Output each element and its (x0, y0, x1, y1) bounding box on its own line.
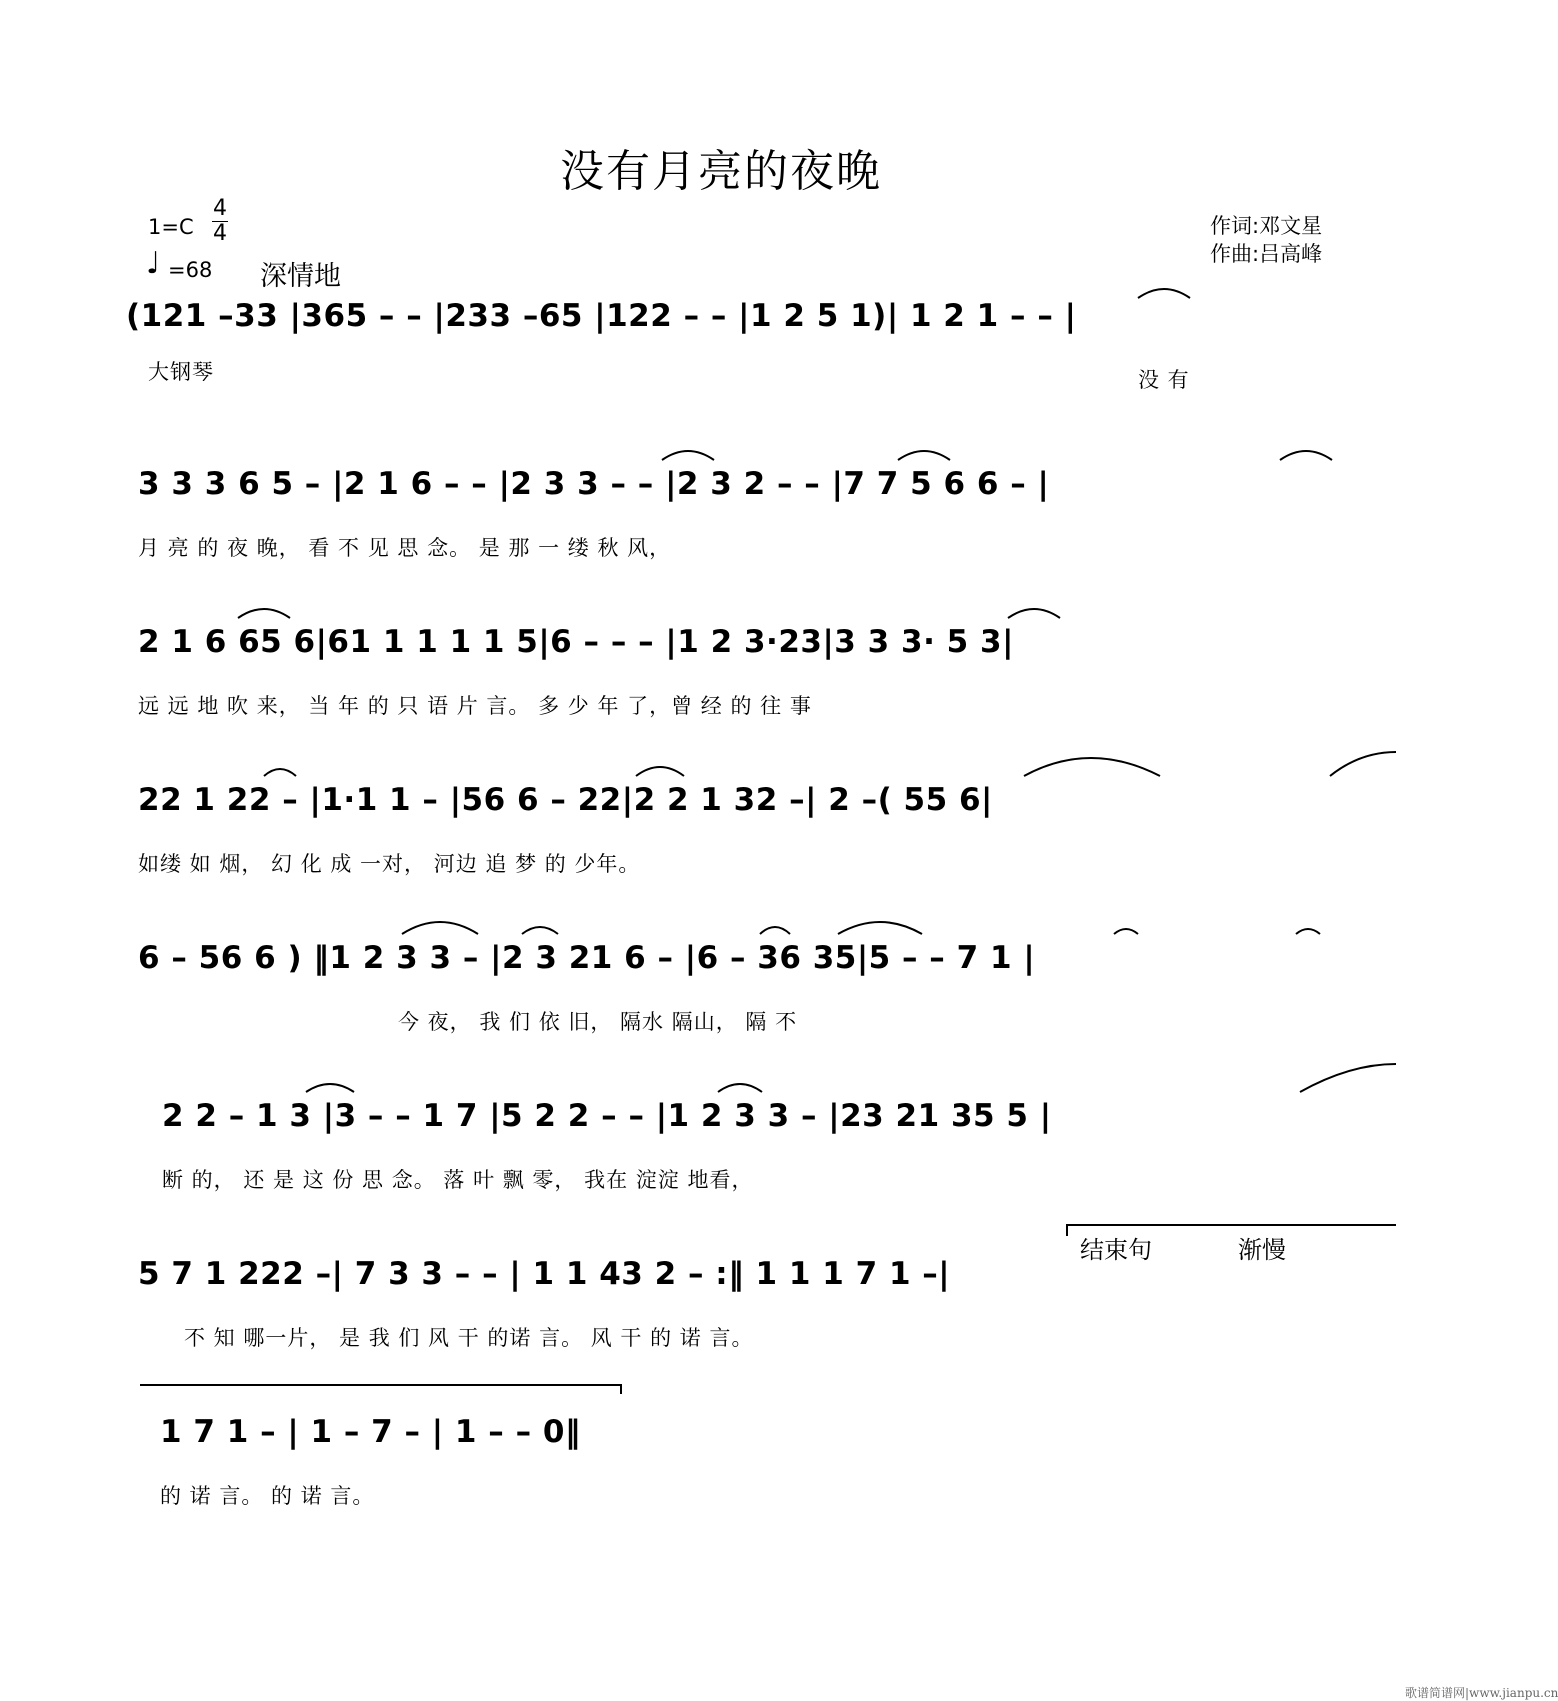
slur (1008, 609, 1060, 618)
notation-row-1: (121 –33 |365 – – |233 –65 |122 – – |1 2 5 1)| 1 2 1 – – | (126, 298, 1077, 334)
slur (1300, 1064, 1396, 1092)
watermark: 歌谱简谱网|www.jianpu.cn (1405, 1686, 1558, 1700)
coda-tempo: 渐慢 (1238, 1236, 1286, 1264)
coda-label: 结束句 (1080, 1236, 1152, 1264)
lyrics-row-6: 断 的， 还 是 这 份 思 念。 落 叶 飘 零， 我在 淀淀 地看， (162, 1168, 754, 1192)
notation-row-6: 2 2 – 1 3 |3 – – 1 7 |5 2 2 – – |1 2 3 3 – |23 21 35 5 | (162, 1098, 1052, 1134)
slur (760, 927, 790, 934)
slur (238, 609, 290, 618)
slur (1296, 929, 1320, 934)
slur (636, 767, 684, 776)
notation-row-5: 6 – 56 6 ) ‖1 2 3 3 – |2 3 21 6 – |6 – 36 35|5 – – 7 1 | (138, 940, 1036, 976)
lyrics-row-1: 没 有 (1138, 368, 1190, 392)
slur (1280, 451, 1332, 460)
slur (1138, 289, 1190, 298)
key-signature: 1=C (148, 215, 194, 239)
lyrics-row-3: 远 远 地 吹 来， 当 年 的 只 语 片 言。 多 少 年 了，曾 经 的 往 事 (138, 694, 812, 718)
notation-row-4: 22 1 22 – |1·1 1 – |56 6 – 22|2 2 1 32 –| 2 –( 55 6| (138, 782, 993, 818)
slur (1330, 752, 1396, 776)
slur (264, 769, 296, 776)
lyrics-row-8: 的 诺 言。 的 诺 言。 (160, 1484, 375, 1508)
time-signature-bottom: 4 (213, 221, 227, 246)
lyrics-row-4: 如缕 如 烟， 幻 化 成 一对， 河边 追 梦 的 少年。 (138, 852, 641, 876)
lyrics-row-2: 月 亮 的 夜 晚， 看 不 见 思 念。 是 那 一 缕 秋 风， (138, 536, 672, 560)
slur (306, 1084, 354, 1092)
tempo-marking: =68 (168, 258, 213, 282)
slur (898, 451, 950, 460)
slur (522, 927, 558, 934)
slur (402, 922, 478, 934)
lyricist-credit: 作词:邓文星 (1210, 214, 1323, 238)
lyrics-row-5: 今 夜， 我 们 依 旧， 隔水 隔山， 隔 不 (398, 1010, 798, 1034)
slur (1024, 758, 1160, 776)
slur (718, 1084, 762, 1092)
expression-marking: 深情地 (260, 261, 341, 292)
lyrics-row-7: 不 知 哪一片， 是 我 们 风 干 的诺 言。 风 干 的 诺 言。 (184, 1326, 754, 1350)
slur (1114, 929, 1138, 934)
notation-row-3: 2 1 6 65 6|61 1 1 1 1 5|6 – – – |1 2 3·23|3 3 3· 5 3| (138, 624, 1014, 660)
quarter-note-icon: ♩ (146, 246, 161, 281)
page-title: 没有月亮的夜晚 (560, 146, 882, 197)
slur (838, 922, 922, 934)
notation-row-8: 1 7 1 – | 1 – 7 – | 1 – – 0‖ (160, 1414, 581, 1450)
composer-credit: 作曲:吕高峰 (1210, 242, 1323, 266)
instrument-label: 大钢琴 (148, 360, 214, 384)
notation-row-2: 3 3 3 6 5 – |2 1 6 – – |2 3 3 – – |2 3 2 – – |7 7 5 6 6 – | (138, 466, 1050, 502)
notation-row-7: 5 7 1 222 –| 7 3 3 – – | 1 1 43 2 – :‖ 1 1 1 7 1 –| (138, 1256, 951, 1292)
slur (662, 451, 714, 460)
time-signature-top: 4 (213, 196, 227, 221)
